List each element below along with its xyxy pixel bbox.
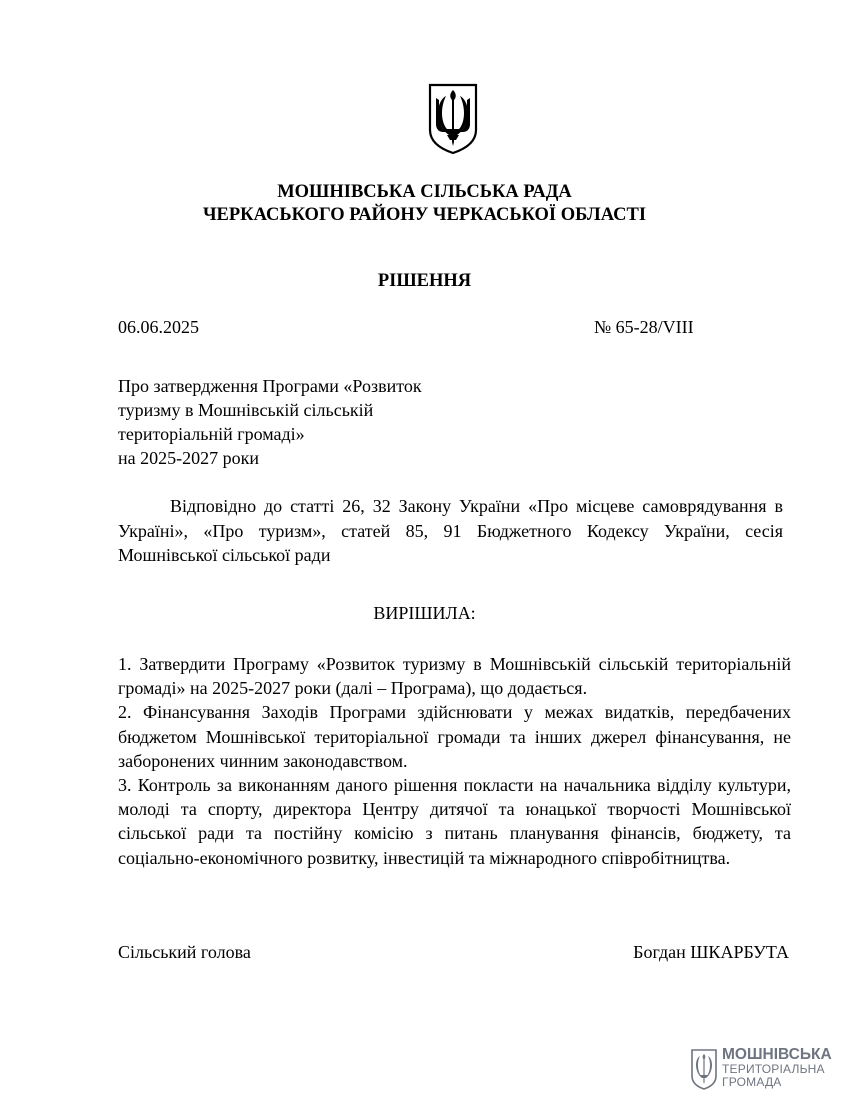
- decision-item-2: 2. Фінансування Заходів Програми здійснювати у межах видатків, передбачених бюджетом Мошнівської територіальної громади та інших джерел фінансування, не заборонених чинним законодавством.: [118, 702, 791, 771]
- signatory-title: Сільський голова: [118, 942, 251, 962]
- watermark-line: МОШНІВСЬКА: [722, 1046, 832, 1063]
- decision-item-3: 3. Контроль за виконанням даного рішення покласти на начальника відділу культури, молоді та спорту, директора Центру дитячої та юнацької творчості Мошнівської сільської ради та постійну комісію з питань планування фінансів, бюджету, та соціально-економічного розвитку, інвестицій та міжнародного співробітництва.: [118, 775, 791, 868]
- watermark-line: ГРОМАДА: [722, 1074, 782, 1089]
- preamble-paragraph: Відповідно до статті 26, 32 Закону України «Про місцеве самоврядування в Україні», «Про туризм», статей 85, 91 Бюджетного Кодексу України, сесія Мошнівської сільської ради: [118, 496, 783, 565]
- decision-item-1: 1. Затвердити Програму «Розвиток туризму в Мошнівській сільській територіальній громаді» на 2025-2027 роки (далі – Програма), що додається.: [118, 654, 791, 699]
- subject-line: на 2025-2027 роки: [118, 448, 259, 468]
- subject-line: Про затвердження Програми «Розвиток: [118, 376, 422, 396]
- document-type-title: РІШЕННЯ: [377, 271, 472, 291]
- watermark-text: [722, 1046, 832, 1088]
- community-watermark-logo: [690, 1046, 840, 1092]
- decision-subject: [118, 374, 518, 470]
- council-region: ЧЕРКАСЬКОГО РАЙОНУ ЧЕРКАСЬКОЇ ОБЛАСТІ: [202, 205, 647, 225]
- community-trident-icon: [690, 1048, 718, 1090]
- watermark-line: ТЕРИТОРІАЛЬНА: [722, 1062, 825, 1076]
- subject-line: туризму в Мошнівській сільській: [118, 400, 374, 420]
- coat-of-arms-icon: [427, 82, 479, 156]
- decision-items: [118, 652, 791, 870]
- decision-number: № 65-28/VIII: [594, 317, 694, 337]
- decision-date: 06.06.2025: [118, 317, 199, 337]
- signatory-name: Богдан ШКАРБУТА: [633, 942, 789, 962]
- council-name: МОШНІВСЬКА СІЛЬСЬКА РАДА: [277, 182, 572, 202]
- subject-line: територіальній громаді»: [118, 424, 305, 444]
- resolved-heading: ВИРІШИЛА:: [373, 603, 476, 623]
